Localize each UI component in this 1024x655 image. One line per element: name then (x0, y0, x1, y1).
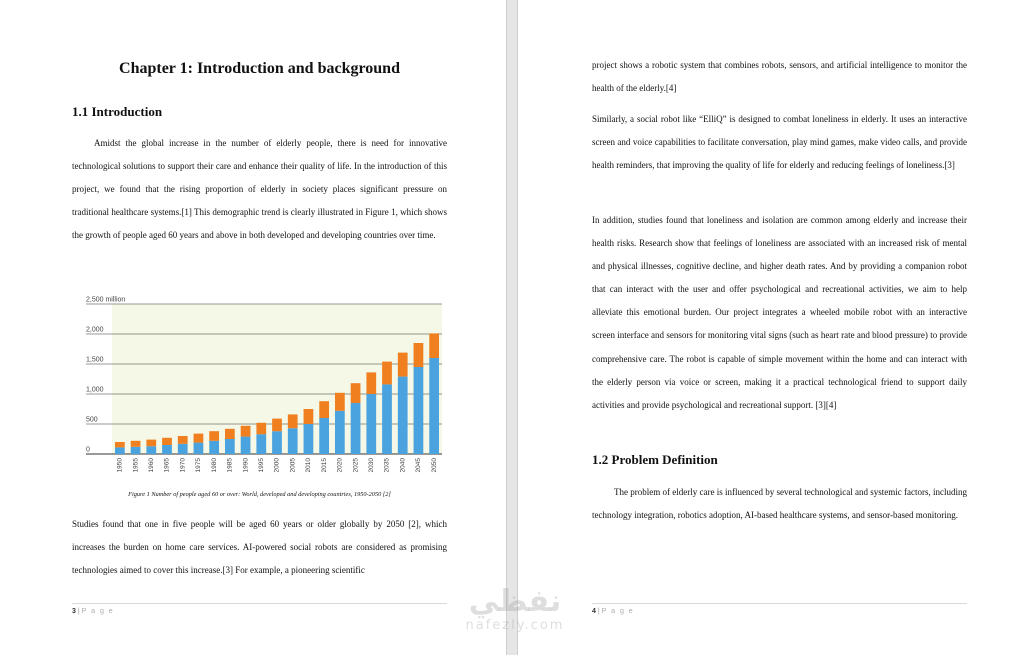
page-4 (518, 0, 1024, 655)
bar-developed-2005 (288, 414, 298, 428)
x-tick-label: 1990 (242, 458, 250, 473)
bar-developed-1950 (115, 442, 125, 447)
footer-page-label: P a g e (81, 608, 115, 615)
paragraph-elliq: Similarly, a social robot like “ElliQ” is designed to combat loneliness in elderly. It uses an interactive screen and voice capabilities to facilitate conversation, play mind games, make video calls, and provide health reminders, that improving the quality of life for elderly and reducing feelings of loneliness.[3] (592, 114, 967, 171)
bar-developing-2015 (319, 418, 329, 454)
x-tick-label: 2040 (399, 458, 407, 473)
bar-developed-2030 (366, 372, 376, 394)
bar-developed-1980 (209, 431, 219, 441)
y-tick-label: 500 (86, 416, 98, 424)
bar-developing-2040 (398, 377, 408, 454)
bar-developed-2010 (304, 409, 314, 424)
x-tick-label: 2035 (383, 458, 391, 473)
studies-paragraph: Studies found that one in five people will be aged 60 years or older globally by 2050 [2], which increases the burden on home care services. AI-powered social robots are considered as promising technologies aimed to cover this increase.[3] For example, a pioneering scientific (72, 519, 447, 576)
bar-developed-1995 (256, 423, 266, 434)
bar-developing-1985 (225, 439, 235, 454)
section-heading-introduction: 1.1 Introduction (72, 104, 163, 119)
bar-developed-1990 (241, 426, 251, 437)
x-tick-label: 1995 (258, 458, 266, 473)
bar-developing-1990 (241, 437, 251, 454)
bar-developed-2015 (319, 401, 329, 418)
x-tick-label: 2030 (368, 458, 376, 473)
paragraph-loneliness: In addition, studies found that loneliness and isolation are common among elderly and increase their health risks. Research show that feelings of loneliness are associated with an increased risk of mental and physical illnesses, cognitive decline, and higher death rates. And by providing a companion robot that can interact with the user and offer psychological and recreational activities, we aim to help alleviate this emotional burden. Our project integrates a wheeled mobile robot with an interactive screen interface and sensors for monitoring vital signs (such as heart rate and blood pressure) to provide comprehensive care. The robot is capable of simple movement within the home and can interact with the elderly person via voice or screen, making it a practical technological friend to support daily activities and provide psychological and recreational support. [3][4] (592, 215, 967, 410)
bar-developing-1975 (194, 443, 204, 454)
figure-caption: Figure 1 Number of people aged 60 or over: World, developed and developing countries, 1950-2050 [2] (128, 491, 391, 498)
x-tick-label: 1950 (116, 458, 124, 473)
page-footer (72, 608, 114, 615)
bar-developed-1965 (162, 438, 172, 445)
bar-developing-1955 (131, 447, 141, 454)
bar-developing-2010 (304, 424, 314, 454)
figure-1-chart (72, 294, 447, 484)
x-tick-label: 1985 (226, 458, 234, 473)
watermark-arabic: نفظي (468, 584, 562, 619)
bar-developed-2050 (429, 333, 439, 358)
y-tick-label: 2,500 million (86, 296, 126, 304)
bar-developed-2000 (272, 419, 282, 432)
y-tick-label: 0 (86, 446, 90, 454)
x-tick-label: 2000 (273, 458, 281, 473)
watermark (440, 585, 590, 633)
bar-developed-1955 (131, 441, 141, 447)
y-tick-label: 1,000 (86, 386, 104, 394)
footer-rule (592, 603, 967, 604)
bar-developing-2020 (335, 411, 345, 454)
bar-developing-2045 (414, 367, 424, 454)
bar-developed-2025 (351, 383, 361, 403)
x-tick-label: 2010 (305, 458, 313, 473)
x-tick-label: 2045 (415, 458, 423, 473)
bar-developed-1960 (146, 440, 156, 447)
y-tick-label: 2,000 (86, 326, 104, 334)
bar-developing-2035 (382, 384, 392, 454)
bar-developing-1950 (115, 447, 125, 454)
page-gutter (506, 0, 518, 655)
x-tick-label: 2025 (352, 458, 360, 473)
footer-rule (72, 603, 447, 604)
paragraph-problem: The problem of elderly care is influenced by several technological and systemic factors, including technology integration, robotics adoption, AI-based healthcare systems, and sensor-based monitoring. (592, 487, 967, 521)
x-tick-label: 2020 (336, 458, 344, 473)
x-tick-label: 1970 (179, 458, 187, 473)
bar-developing-1995 (256, 434, 266, 454)
intro-paragraph: Amidst the global increase in the number of elderly people, there is need for innovative technological solutions to support their care and enhance their quality of life. In the introduction of this project, we found that the rising proportion of elderly in society places significant pressure on traditional healthcare systems.[1] This demographic trend is clearly illustrated in Figure 1, which shows the growth of people aged 60 years and above in both developed and developing countries over time. (72, 138, 447, 241)
bar-developing-1980 (209, 441, 219, 454)
x-tick-label: 1960 (148, 458, 156, 473)
x-tick-label: 2015 (320, 458, 328, 473)
page-number: 4 (592, 608, 596, 615)
y-tick-label: 1,500 (86, 356, 104, 364)
x-tick-label: 2005 (289, 458, 297, 473)
page-number: 3 (72, 608, 76, 615)
x-tick-label: 2050 (430, 458, 438, 473)
section-heading-problem-definition: 1.2 Problem Definition (592, 452, 718, 467)
bar-developing-2005 (288, 428, 298, 454)
chapter-title: Chapter 1: Introduction and background (119, 60, 400, 77)
x-tick-label: 1975 (195, 458, 203, 473)
bar-developed-1970 (178, 436, 188, 444)
footer-page-label: P a g e (601, 608, 635, 615)
bar-developing-2050 (429, 358, 439, 454)
bar-developing-1965 (162, 445, 172, 454)
page-3 (0, 0, 506, 655)
footer-separator: | (77, 608, 80, 615)
bar-developed-1975 (194, 434, 204, 443)
x-tick-label: 1980 (210, 458, 218, 473)
bar-developing-2025 (351, 403, 361, 454)
x-tick-label: 1955 (132, 458, 140, 473)
bar-developed-2020 (335, 393, 345, 411)
paragraph-robotic-system: project shows a robotic system that combines robots, sensors, and artificial intelligence to monitor the health of the elderly.[4] (592, 60, 967, 94)
bar-developed-2040 (398, 353, 408, 377)
bar-developing-1960 (146, 446, 156, 454)
bar-developing-2000 (272, 431, 282, 454)
bar-developed-1985 (225, 429, 235, 439)
bar-developing-2030 (366, 394, 376, 454)
x-tick-label: 1965 (163, 458, 171, 473)
bar-developed-2045 (414, 343, 424, 367)
watermark-latin: nafezly.com (465, 618, 565, 633)
page-footer (592, 608, 634, 615)
bar-developed-2035 (382, 362, 392, 385)
footer-separator: | (597, 608, 600, 615)
bar-developing-1970 (178, 444, 188, 454)
